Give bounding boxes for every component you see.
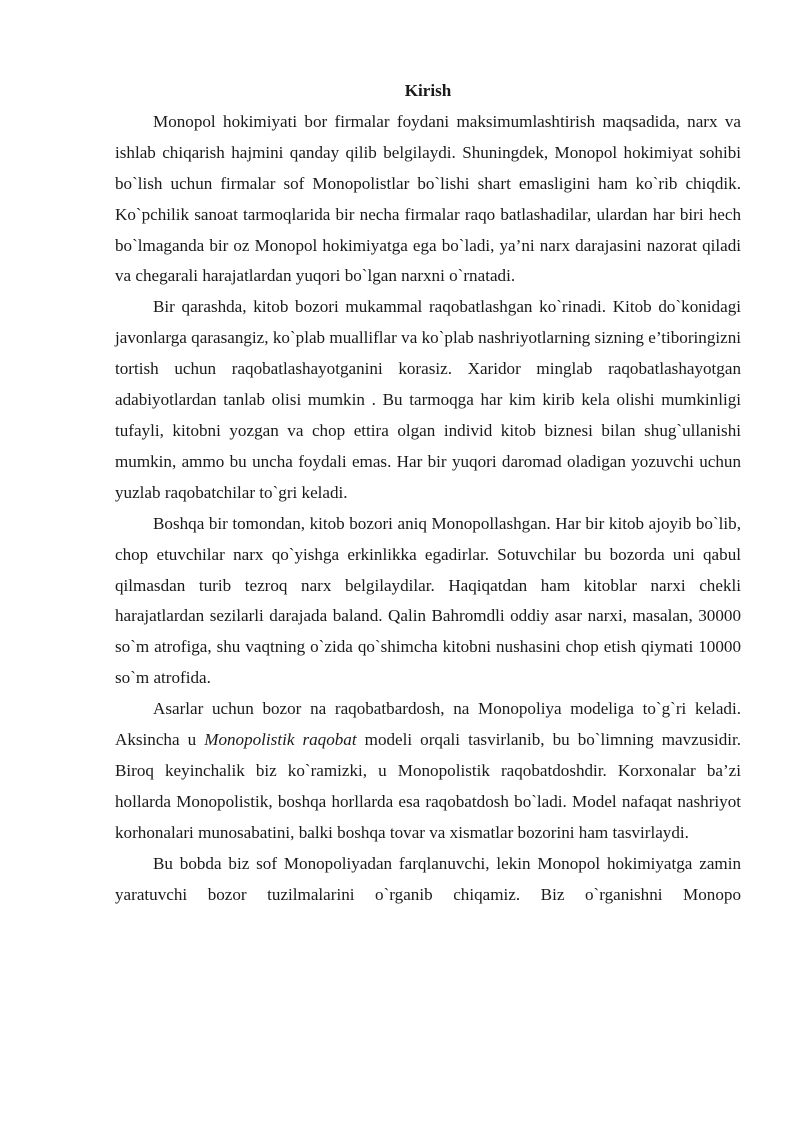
- paragraph-5: Bu bobda biz sof Monopoliyadan farqlanuvchi, lekin Monopol hokimiyatga zamin yaratuvchi bozor tuzilmalarini o`rganib chiqamiz. Biz o`rganishni Monopo: [115, 853, 741, 904]
- paragraph-2: Bir qarashda, kitob bozori mukammal raqobatlashgan ko`rinadi. Kitob do`konidagi javonlarga qarasangiz, ko`plab mualliflar va ko`plab nashriyotlarning sizning e’tiboringizni tortish uchun raqobatlashayotganini korasiz. Xaridor minglab raqobatlashayotgan adabiyotlardan tanlab olisi mumkin . Bu tarmoqga har kim kirib kela olishi mumkinligi tufayli, kitobni yozgan va chop ettira olgan individ kitob biznesi bilan shug`ullanishi mumkin, ammo bu uncha foydali emas. Har bir yuqori daromad oladigan yozuvchi uchun yuzlab raqobatchilar to`gri keladi.: [115, 297, 741, 502]
- paragraph-4: [115, 694, 741, 849]
- paragraph-4-text-end: modeli orqali tasvirlanib, bu bo`limning mavzusidir. Biroq keyinchalik biz ko`ramizki, u Monopolistik raqobatdoshdir. Korxonalar ba’zi hollarda Monopolistik, boshqa horllarda esa raqobatdosh bo`ladi. Model nafaqat nashriyot korhonalari munosabatini, balki boshqa tovar va xismatlar bozorini ham tasvirlaydi.: [115, 730, 742, 842]
- document-title: Kirish: [404, 81, 452, 100]
- paragraph-4-text-start: Asarlar uchun bozor na raqobatbardosh, na Monopoliya modeliga to`g`ri keladi. Aksincha u: [115, 699, 741, 750]
- paragraph-1: Monopol hokimiyati bor firmalar foydani maksimumlashtirish maqsadida, narx va ishlab chiqarish hajmini qanday qilib belgilaydi. Shuningdek, Monopol hokimiyat sohibi bo`lish uchun firmalar sof Monopolistlar bo`lishi shart emasligini ham ko`rib chiqdik. Ko`pchilik sanoat tarmoqlarida bir necha firmalar raqo batlashadilar, ulardan har biri hech bo`lmaganda bir oz Monopol hokimiyatga ega bo`ladi, ya’ni narx darajasini nazorat qiladi va chegarali harajatlardan yuqori bo`lgan narxni o`rnatadi.: [115, 111, 741, 286]
- document-body: [115, 76, 741, 911]
- paragraph-4-italic-term: Monopolistik raqobat: [204, 730, 357, 750]
- paragraph-3: Boshqa bir tomondan, kitob bozori aniq Monopollashgan. Har bir kitob ajoyib bo`lib, chop etuvchilar narx qo`yishga erkinlikka egadirlar. Sotuvchilar bu bozorda uni qabul qilmasdan turib tezroq narx belgilaydilar. Haqiqatdan ham kitoblar narxi chekli harajatlardan sezilarli darajada baland. Qalin Bahromdli oddiy asar narxi, masalan, 30000 so`m atrofiga, shu vaqtning o`zida qo`shimcha kitobni nushasini chop etish qiymati 10000 so`m atrofida.: [115, 513, 741, 688]
